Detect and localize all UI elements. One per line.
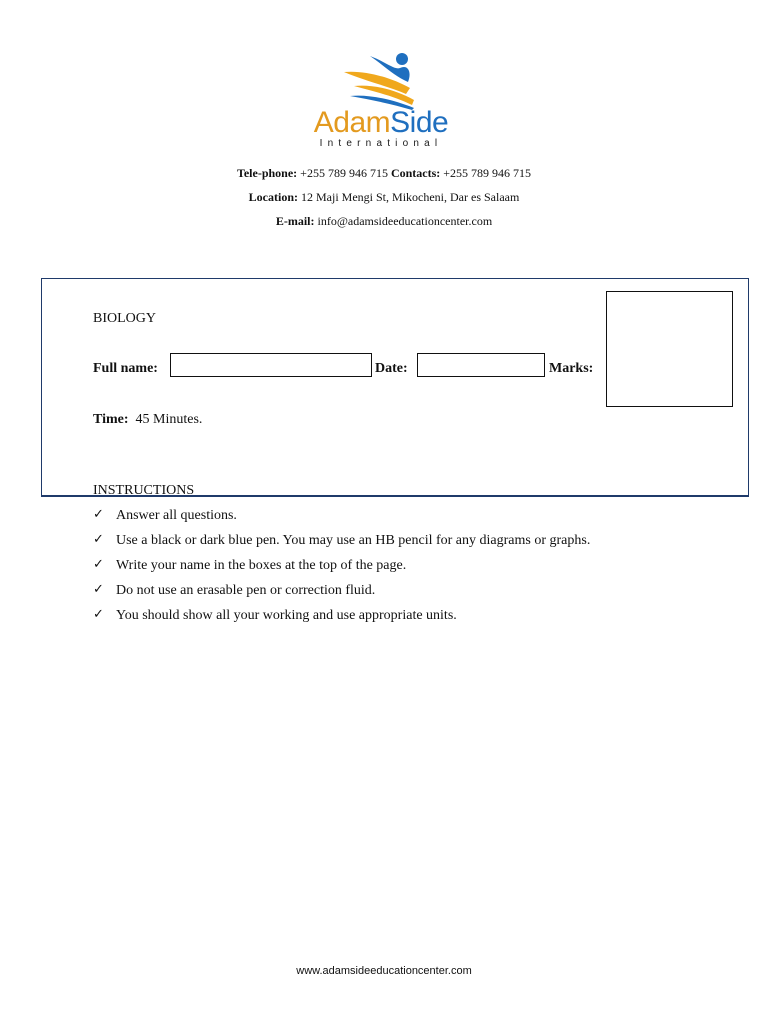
instruction-text: Write your name in the boxes at the top of the page. xyxy=(116,558,407,573)
instruction-text: Answer all questions. xyxy=(116,508,237,523)
email-value: info@adamsideeducationcenter.com xyxy=(317,214,493,228)
time-label: Time: xyxy=(93,412,129,427)
contact-email-line xyxy=(0,214,768,229)
phone-label: Tele-phone: xyxy=(236,166,298,180)
email-label: E-mail: xyxy=(275,214,315,228)
full-name-label: Full name: xyxy=(93,361,158,376)
contacts-label: Contacts: xyxy=(390,166,441,180)
instruction-item xyxy=(93,533,590,558)
brand-part-side: Side xyxy=(390,106,449,139)
instruction-item xyxy=(93,608,590,633)
brand-subtitle: International xyxy=(319,138,443,149)
time-value: 45 Minutes. xyxy=(135,412,203,427)
marks-label: Marks: xyxy=(549,361,594,376)
checkmark-icon: ✓ xyxy=(93,557,104,572)
contacts-value: +255 789 946 715 xyxy=(443,166,532,180)
instructions-heading: INSTRUCTIONS xyxy=(93,483,195,498)
marks-box[interactable] xyxy=(606,291,733,407)
logo-emblem-icon xyxy=(296,50,466,110)
contact-phone-line xyxy=(0,166,768,181)
contact-location-line xyxy=(0,190,768,205)
instruction-text: You should show all your working and use appropriate units. xyxy=(116,608,457,623)
instructions-list xyxy=(93,508,590,633)
instruction-item xyxy=(93,558,590,583)
instruction-text: Do not use an erasable pen or correction fluid. xyxy=(116,583,376,598)
instruction-text: Use a black or dark blue pen. You may use an HB pencil for any diagrams or graphs. xyxy=(116,533,591,548)
location-value: 12 Maji Mengi St, Mikocheni, Dar es Salaam xyxy=(301,190,520,204)
date-field[interactable] xyxy=(417,353,545,377)
full-name-field[interactable] xyxy=(170,353,372,377)
checkmark-icon: ✓ xyxy=(93,582,104,597)
brand-name xyxy=(296,108,466,138)
checkmark-icon: ✓ xyxy=(93,507,104,522)
footer-website-link[interactable]: www.adamsideeducationcenter.com xyxy=(296,965,472,977)
location-label: Location: xyxy=(248,190,299,204)
phone-value: +255 789 946 715 xyxy=(300,166,388,180)
time-row xyxy=(93,412,202,428)
adamside-logo xyxy=(296,50,466,152)
checkmark-icon: ✓ xyxy=(93,607,104,622)
brand-part-adam: Adam xyxy=(313,106,391,139)
subject-title: BIOLOGY xyxy=(93,311,156,326)
date-label: Date: xyxy=(375,361,408,376)
instruction-item xyxy=(93,583,590,608)
checkmark-icon: ✓ xyxy=(93,532,104,547)
instruction-item xyxy=(93,508,590,533)
